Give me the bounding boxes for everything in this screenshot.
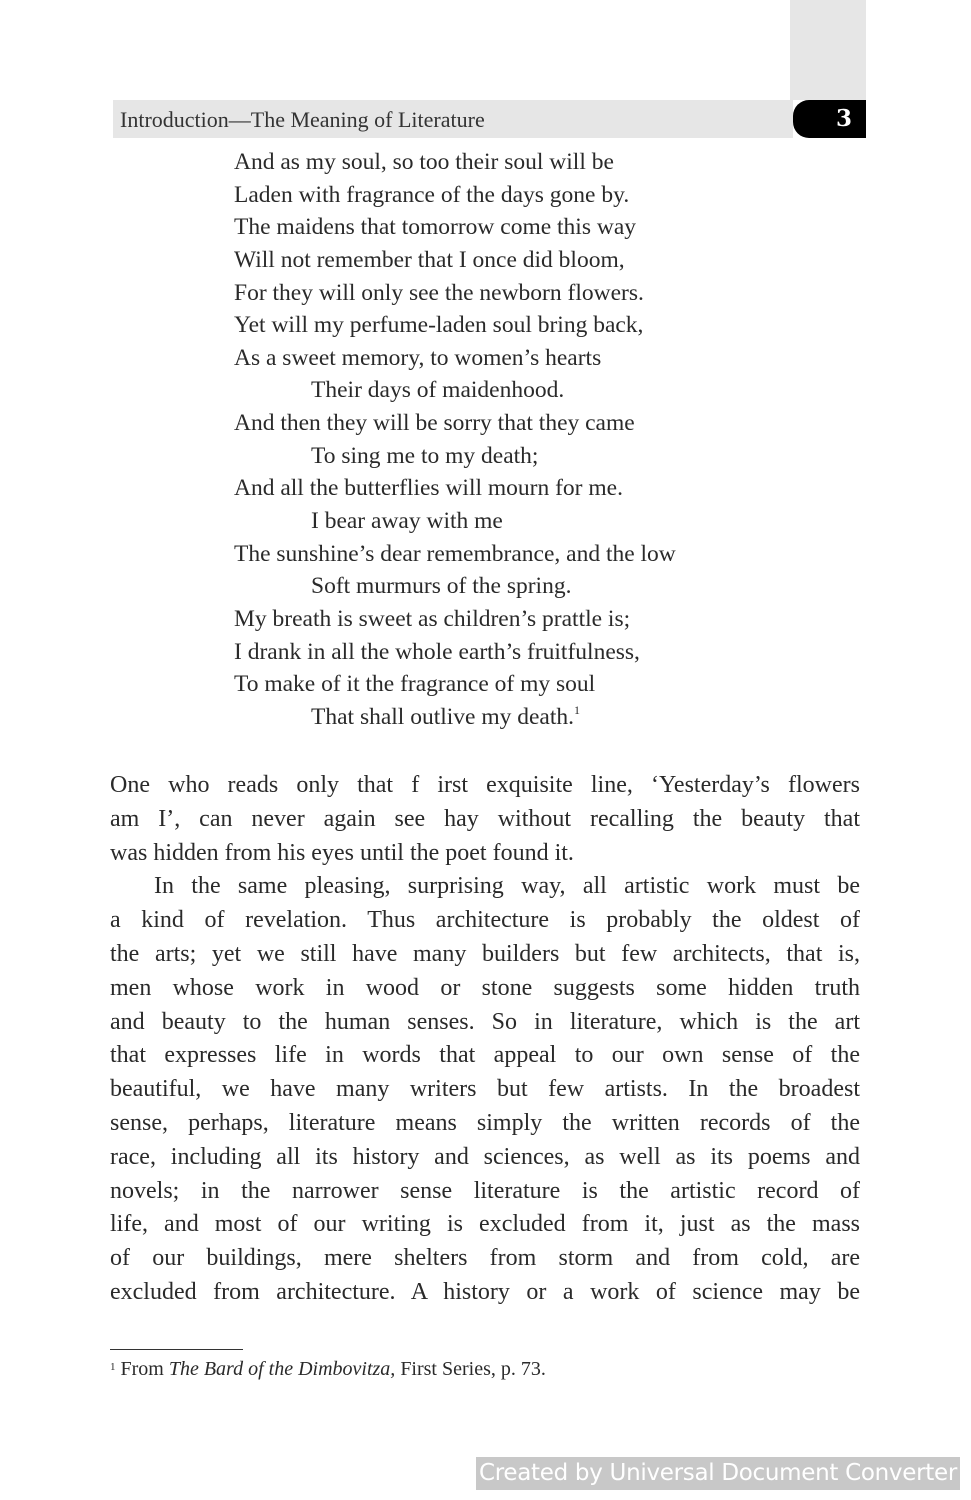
poem-line-text: Laden with fragrance of the days gone by. — [234, 181, 630, 208]
paragraph — [110, 769, 860, 870]
text-line: race, including all its history and sciences, as well as its poems and — [110, 1143, 860, 1170]
footnote-ref[interactable]: 1 — [574, 702, 581, 717]
poem-line — [234, 211, 676, 244]
poem-line-text: For they will only see the newborn flowers. — [234, 279, 644, 306]
text-line: the arts; yet we still have many builders but few architects, that is, — [110, 940, 860, 967]
poem-line — [234, 505, 676, 538]
watermark: Created by Universal Document Converter — [476, 1457, 960, 1490]
poem-line-text: And then they will be sorry that they came — [234, 410, 635, 437]
poem-block — [234, 146, 676, 734]
poem-line — [234, 277, 676, 310]
text-line: sense, perhaps, literature means simply the written records of the — [110, 1109, 860, 1136]
poem-line — [234, 309, 676, 342]
footnote-title: The Bard of the Dimbovitza, — [168, 1358, 396, 1380]
poem-line-text: My breath is sweet as children’s prattle is; — [234, 605, 631, 632]
text-line: life, and most of our writing is excluded from it, just as the mass — [110, 1211, 860, 1238]
poem-line-text: And as my soul, so too their soul will be — [234, 149, 614, 175]
text-line: and beauty to the human senses. So in literature, which is the art — [110, 1008, 860, 1035]
footnote-prefix: From — [120, 1358, 169, 1380]
text-line: In the same pleasing, surprising way, all artistic work must be — [154, 873, 860, 900]
poem-line-text: To make of it the fragrance of my soul — [234, 671, 596, 698]
poem-line-text: I drank in all the whole earth’s fruitfulness, — [234, 638, 640, 665]
footnote — [110, 1358, 546, 1381]
poem-line-text: The sunshine’s dear remembrance, and the low — [234, 540, 676, 567]
footnote-suffix: First Series, p. 73. — [395, 1358, 546, 1380]
poem-line — [234, 701, 676, 734]
page-number: 3 — [835, 105, 852, 132]
poem-line — [234, 244, 676, 277]
header-decoration — [790, 0, 866, 100]
text-line: am I’, can never again see hay without recalling the beauty that — [110, 805, 860, 832]
poem-line-text: I bear away with me — [311, 508, 503, 535]
poem-line — [234, 440, 676, 473]
poem-line — [234, 668, 676, 701]
paragraph — [110, 870, 860, 1309]
poem-line — [234, 570, 676, 603]
text-line: men whose work in wood or stone suggests some hidden truth — [110, 974, 860, 1001]
poem-line — [234, 538, 676, 571]
body-text — [110, 769, 860, 1310]
poem-line — [234, 603, 676, 636]
text-line: One who reads only that f irst exquisite line, ‘Yesterday’s flowers — [110, 772, 860, 798]
poem-line-text: As a sweet memory, to women’s hearts — [234, 344, 602, 371]
poem-line — [234, 342, 676, 375]
page-number-tab — [793, 100, 866, 138]
text-line: that expresses life in words that appeal to our own sense of the — [110, 1042, 860, 1069]
poem-line-text: And all the butterflies will mourn for me. — [234, 475, 623, 502]
poem-line — [234, 374, 676, 407]
poem-line — [234, 636, 676, 669]
poem-line-text: Yet will my perfume-laden soul bring back, — [234, 312, 644, 339]
poem-line-text: Their days of maidenhood. — [311, 377, 565, 404]
poem-line-text: The maidens that tomorrow come this way — [234, 214, 637, 241]
text-line: novels; in the narrower sense literature is the artistic record of — [110, 1177, 860, 1204]
poem-line-text: Soft murmurs of the spring. — [311, 573, 572, 600]
footnote-rule — [110, 1349, 243, 1350]
text-line: of our buildings, mere shelters from storm and from cold, are — [110, 1245, 860, 1272]
text-line: excluded from architecture. A history or a work of science may be — [110, 1278, 860, 1305]
poem-line-text: To sing me to my death; — [311, 442, 539, 469]
text-line: beautiful, we have many writers but few artists. In the broadest — [110, 1076, 860, 1103]
poem-line — [234, 179, 676, 212]
running-head: Introduction—The Meaning of Literature — [120, 107, 485, 132]
text-line: a kind of revelation. Thus architecture is probably the oldest of — [110, 907, 860, 934]
text-line: was hidden from his eyes until the poet found it. — [110, 839, 574, 866]
poem-line — [234, 407, 676, 440]
poem-line-text: That shall outlive my death. — [311, 703, 575, 730]
poem-line — [234, 146, 676, 179]
footnote-marker: 1 — [110, 1361, 116, 1373]
poem-line — [234, 472, 676, 505]
poem-line-text: Will not remember that I once did bloom, — [234, 246, 625, 273]
